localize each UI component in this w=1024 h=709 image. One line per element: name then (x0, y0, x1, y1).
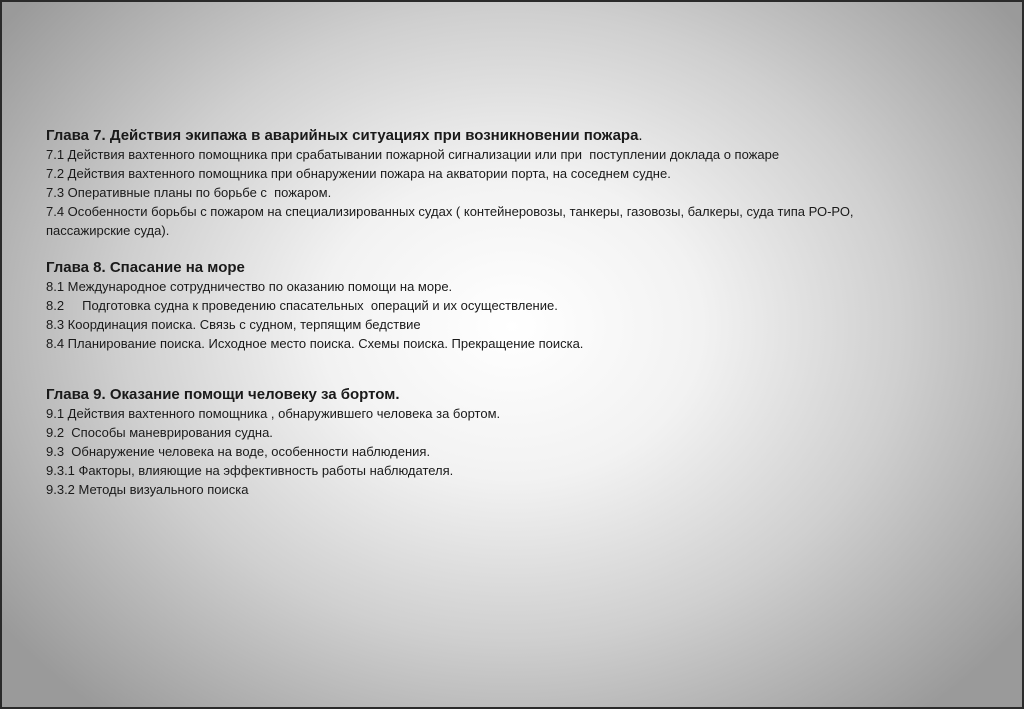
chapter-8-heading (46, 258, 986, 277)
list-item-7-4: 7.4 Особенности борьбы с пожаром на специализированных судах ( контейнеровозы, танкеры, газовозы, балкеры, суда типа РО-РО, пассажирские суда). (46, 204, 854, 238)
list-item-9-2: 9.2 Способы маневрирования судна. (46, 425, 273, 440)
list-item-7-2: 7.2 Действия вахтенного помощника при обнаружении пожара на акватории порта, на соседнем судне. (46, 166, 671, 181)
chapter-7-title-period: . (638, 127, 643, 144)
list-item-7-1: 7.1 Действия вахтенного помощника при срабатывании пожарной сигнализации или при поступлении доклада о пожаре (46, 147, 780, 162)
list-item-9-3-1: 9.3.1 Факторы, влияющие на эффективность работы наблюдателя. (46, 463, 454, 478)
chapter-8-section (46, 258, 986, 353)
list-item-8-1: 8.1 Международное сотрудничество по оказанию помощи на море. (46, 279, 453, 294)
list-item-9-3-2: 9.3.2 Методы визуального поиска (46, 482, 249, 497)
chapter-9-title: Глава 9. Оказание помощи человеку за бортом. (46, 386, 400, 403)
chapter-7-title: Глава 7. Действия экипажа в аварийных ситуациях при возникновении пожара (46, 127, 639, 144)
chapter-7-section (46, 126, 986, 240)
chapter-8-title: Глава 8. Спасание на море (46, 259, 245, 276)
list-item-8-4: 8.4 Планирование поиска. Исходное место поиска. Схемы поиска. Прекращение поиска. (46, 336, 584, 351)
chapter-9-section (46, 385, 986, 499)
chapter-7-heading (46, 126, 986, 145)
slide-content (46, 126, 986, 499)
list-item-9-3: 9.3 Обнаружение человека на воде, особенности наблюдения. (46, 444, 431, 459)
list-item-8-2: 8.2 Подготовка судна к проведению спасательных операций и их осуществление. (46, 298, 558, 313)
list-item-9-1: 9.1 Действия вахтенного помощника , обнаружившего человека за бортом. (46, 406, 501, 421)
chapter-9-heading (46, 385, 986, 404)
list-item-8-3: 8.3 Координация поиска. Связь с судном, терпящим бедствие (46, 317, 421, 332)
list-item-7-3: 7.3 Оперативные планы по борьбе с пожаром. (46, 185, 332, 200)
